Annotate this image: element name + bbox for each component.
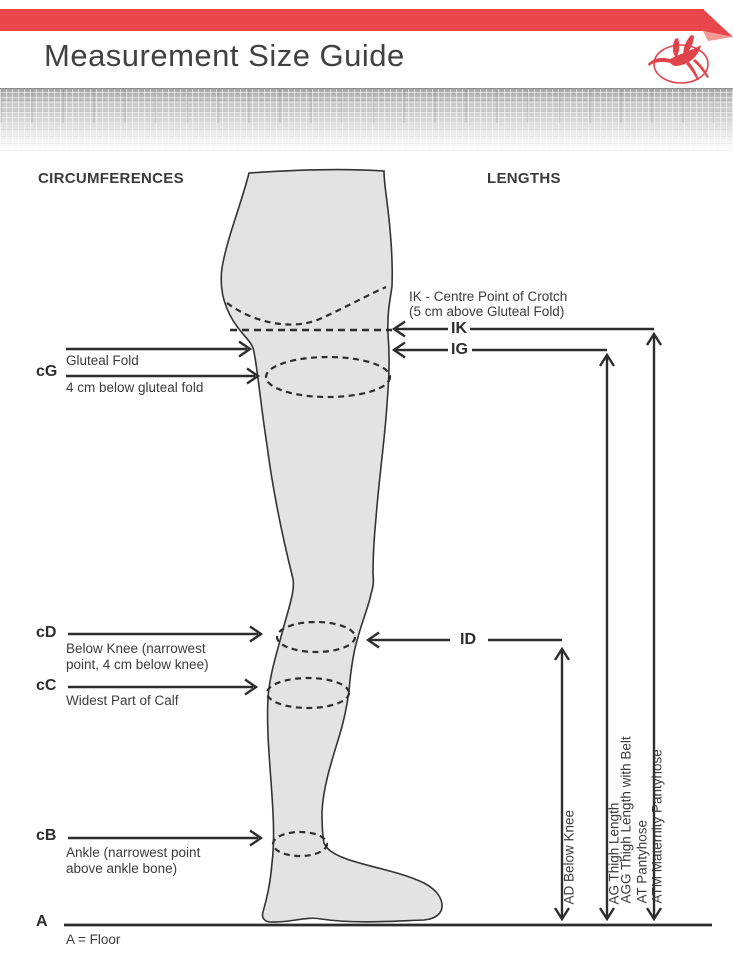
crotch-note-line1: IK - Centre Point of Crotch (409, 289, 568, 304)
leg-silhouette (221, 170, 442, 923)
vertical-label-AD: AD Below Knee (561, 809, 577, 905)
label-ankle: Ankle (narrowest point above ankle bone) (66, 845, 201, 876)
label-floor: A = Floor (66, 932, 121, 947)
vertical-label-AG: AG Thigh Length (606, 802, 622, 905)
vertical-label-ATM: ATM Maternity Pantyhose (649, 749, 665, 904)
length-code-IK: IK (451, 320, 467, 337)
code-cG: cG (36, 363, 58, 380)
arrow-IG (394, 343, 607, 358)
crotch-note-line2: (5 cm above Gluteal Fold) (409, 304, 565, 319)
arrow-cD-below-knee (68, 627, 261, 642)
code-A: A (36, 913, 48, 930)
label-gluteal-fold: Gluteal Fold (66, 353, 139, 368)
length-code-ID: ID (460, 631, 476, 648)
page-title: Measurement Size Guide (44, 38, 405, 73)
vertical-label-AGG: AGG Thigh Length with Belt (618, 736, 634, 904)
vertical-label-AT: AT Pantyhose (634, 819, 649, 904)
length-code-IG: IG (451, 341, 468, 358)
label-below-knee: Below Knee (narrowest point, 4 cm below knee) (66, 641, 209, 672)
label-4cm-below-gluteal-fold: 4 cm below gluteal fold (66, 380, 204, 395)
code-cB: cB (36, 827, 57, 844)
label-widest-calf: Widest Part of Calf (66, 693, 179, 708)
vertical-label-AGG-group (619, 736, 666, 903)
code-cC: cC (36, 677, 57, 694)
code-cD: cD (36, 624, 57, 641)
arrow-IK (394, 322, 654, 337)
lengths-heading: LENGTHS (487, 170, 561, 187)
arrow-cB-ankle (68, 831, 261, 846)
circumferences-heading: CIRCUMFERENCES (38, 170, 184, 187)
